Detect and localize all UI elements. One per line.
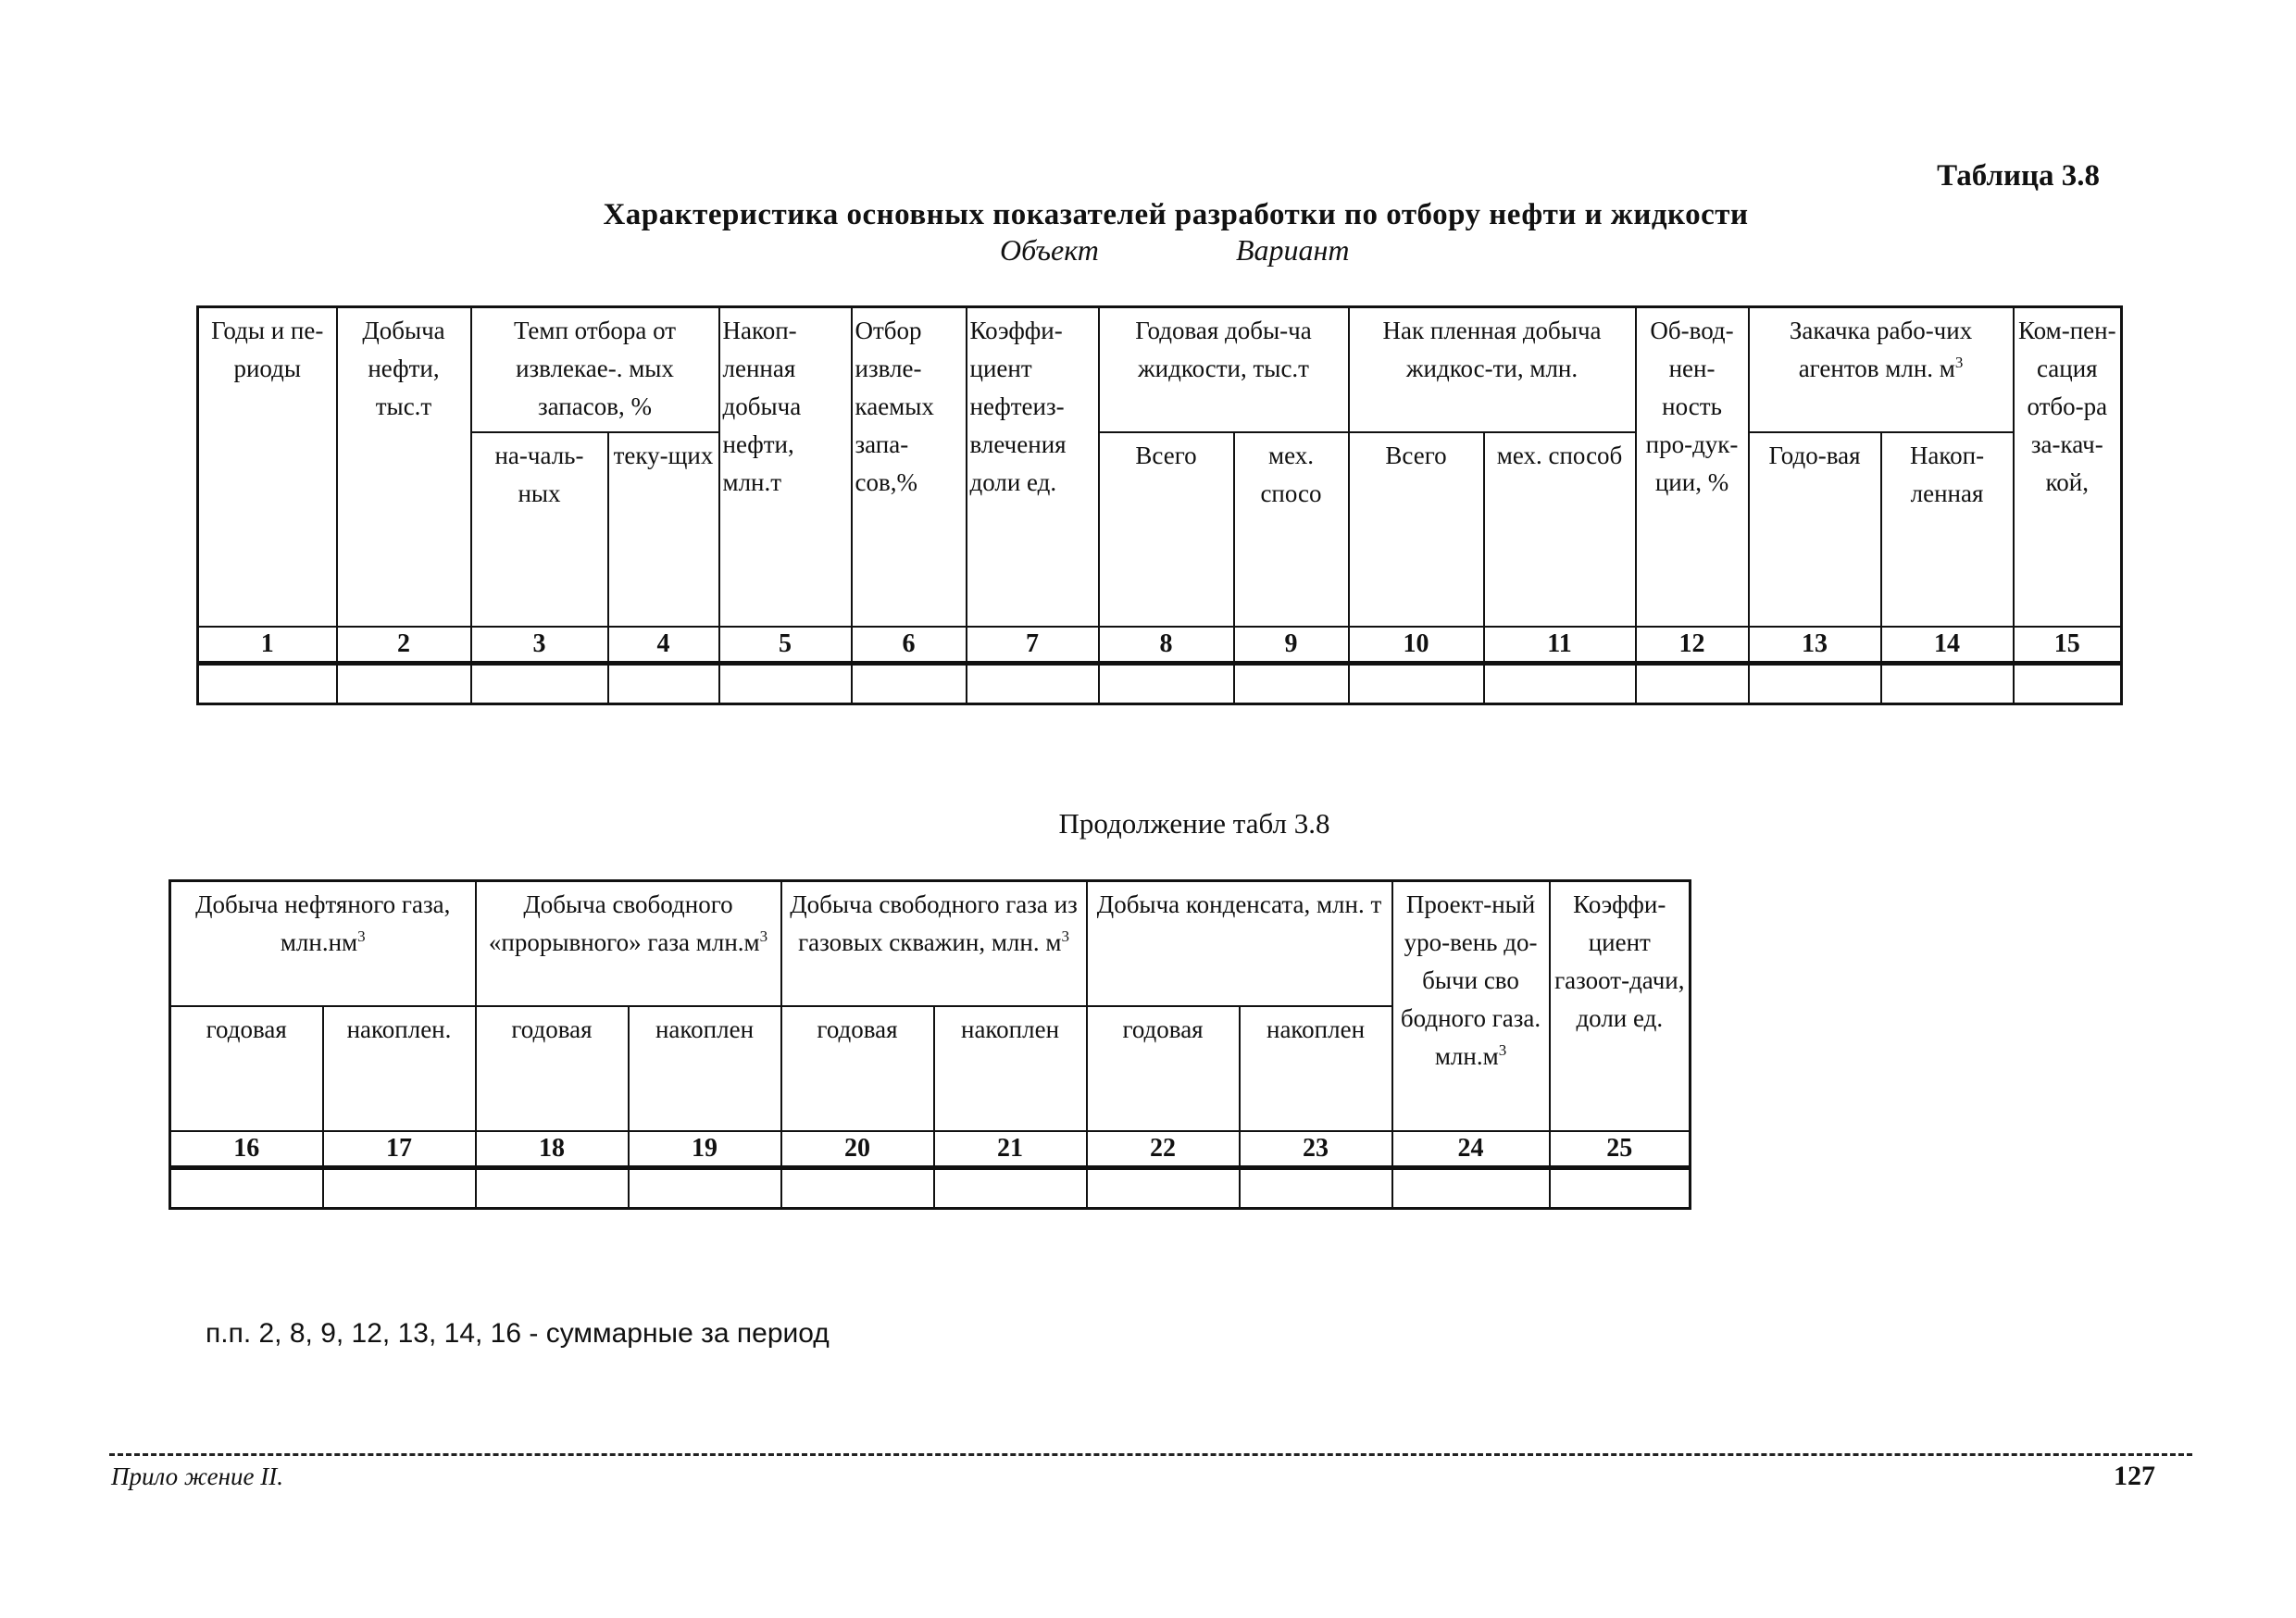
- object-label: Объект: [1000, 233, 1099, 267]
- table-title: Характеристика основных показателей разработки по отбору нефти и жидкости: [603, 198, 1749, 231]
- header-cumulative-oil: Накоп-ленная добыча нефти, млн.т: [719, 307, 852, 627]
- header-condensate-annual: годовая: [1087, 1006, 1240, 1131]
- column-number: 14: [1881, 627, 2014, 664]
- column-number: 9: [1234, 627, 1349, 664]
- header-gas-wells: Добыча свободного газа из газовых скважин, млн. $м^3$: [781, 881, 1087, 1006]
- table-number: Таблица 3.8: [1937, 159, 2100, 193]
- header-gas-recovery: Коэффи-циент газоот-дачи, доли ед.: [1550, 881, 1691, 1131]
- column-number: 4: [608, 627, 719, 664]
- header-rate-group: Темп отбора от извлекае-. мых запасов, %: [471, 307, 719, 432]
- column-number: 23: [1240, 1131, 1392, 1168]
- header-oil-gas-cumulative: накоплен.: [323, 1006, 476, 1131]
- header-oil-production: Добыча нефти, тыс.т: [337, 307, 471, 627]
- header-recovery-coefficient: Коэффи-циент нефтеиз-влечения доли ед.: [967, 307, 1099, 627]
- header-injection: Закачка рабо-чих агентов млн. $м^3$: [1749, 307, 2014, 432]
- header-injection-annual: Годо-вая: [1749, 432, 1881, 627]
- header-injection-cumulative: Накоп-ленная: [1881, 432, 2014, 627]
- column-number: 17: [323, 1131, 476, 1168]
- column-number: 18: [476, 1131, 629, 1168]
- column-number: 22: [1087, 1131, 1240, 1168]
- footer-divider: [109, 1453, 2192, 1456]
- header-design-level: Проект-ный уро-вень до-бычи сво бодного газа. $млн.м^3$: [1392, 881, 1550, 1131]
- header-cumulative-mechanical: мех. способ: [1484, 432, 1636, 627]
- column-number: 8: [1099, 627, 1234, 664]
- column-number: 1: [198, 627, 337, 664]
- footer-label: Прило жение II.: [111, 1462, 283, 1490]
- header-years: Годы и пе-риоды: [198, 307, 337, 627]
- header-annual-liquid: Годовая добы-ча жидкости, тыс.т: [1099, 307, 1349, 432]
- table-3-8-continuation: [168, 879, 1691, 1210]
- column-number: 24: [1392, 1131, 1550, 1168]
- column-number: 15: [2014, 627, 2122, 664]
- column-number: 7: [967, 627, 1099, 664]
- table-3-8-main: [196, 305, 2123, 705]
- header-free-gas: Добыча свободного «прорывного» газа $млн.м^3$: [476, 881, 781, 1006]
- column-number: 10: [1349, 627, 1484, 664]
- header-rate-initial: на-чаль-ных: [471, 432, 608, 627]
- header-gas-wells-cumulative: накоплен: [934, 1006, 1087, 1131]
- continuation-label: Продолжение табл 3.8: [1058, 807, 1330, 840]
- header-rate-current: теку-щих: [608, 432, 719, 627]
- column-number: 25: [1550, 1131, 1691, 1168]
- header-condensate: Добыча конденсата, млн. т: [1087, 881, 1392, 1006]
- column-number: 11: [1484, 627, 1636, 664]
- header-annual-total: Всего: [1099, 432, 1234, 627]
- column-number: 21: [934, 1131, 1087, 1168]
- header-oil-gas-annual: годовая: [170, 1006, 323, 1131]
- header-cumulative-total: Всего: [1349, 432, 1484, 627]
- table-row-empty: [198, 664, 2122, 704]
- column-number: 13: [1749, 627, 1881, 664]
- header-oil-gas: Добыча нефтяного газа, $млн.нм^3$: [170, 881, 476, 1006]
- table-row-empty: [170, 1168, 1691, 1209]
- column-number: 12: [1636, 627, 1749, 664]
- footnote: п.п. 2, 8, 9, 12, 13, 14, 16 - суммарные за период: [206, 1318, 830, 1349]
- header-water-cut: Об-вод-нен-ность про-дук-ции, %: [1636, 307, 1749, 627]
- header-free-gas-cumulative: накоплен: [629, 1006, 781, 1131]
- header-compensation: Ком-пен-сация отбо-ра за-кач-кой,: [2014, 307, 2122, 627]
- column-number: 19: [629, 1131, 781, 1168]
- column-number: 3: [471, 627, 608, 664]
- header-free-gas-annual: годовая: [476, 1006, 629, 1131]
- header-annual-mechanical: мех. спосо: [1234, 432, 1349, 627]
- column-number: 16: [170, 1131, 323, 1168]
- header-recovered-reserves: Отбор извле-каемых запа-сов,%: [852, 307, 967, 627]
- column-number: 5: [719, 627, 852, 664]
- variant-label: Вариант: [1236, 233, 1350, 267]
- header-gas-wells-annual: годовая: [781, 1006, 934, 1131]
- page-number: 127: [2114, 1461, 2155, 1491]
- column-number: 2: [337, 627, 471, 664]
- header-cumulative-liquid: Нак пленная добыча жидкос-ти, млн.: [1349, 307, 1636, 432]
- column-number: 20: [781, 1131, 934, 1168]
- header-condensate-cumulative: накоплен: [1240, 1006, 1392, 1131]
- column-number: 6: [852, 627, 967, 664]
